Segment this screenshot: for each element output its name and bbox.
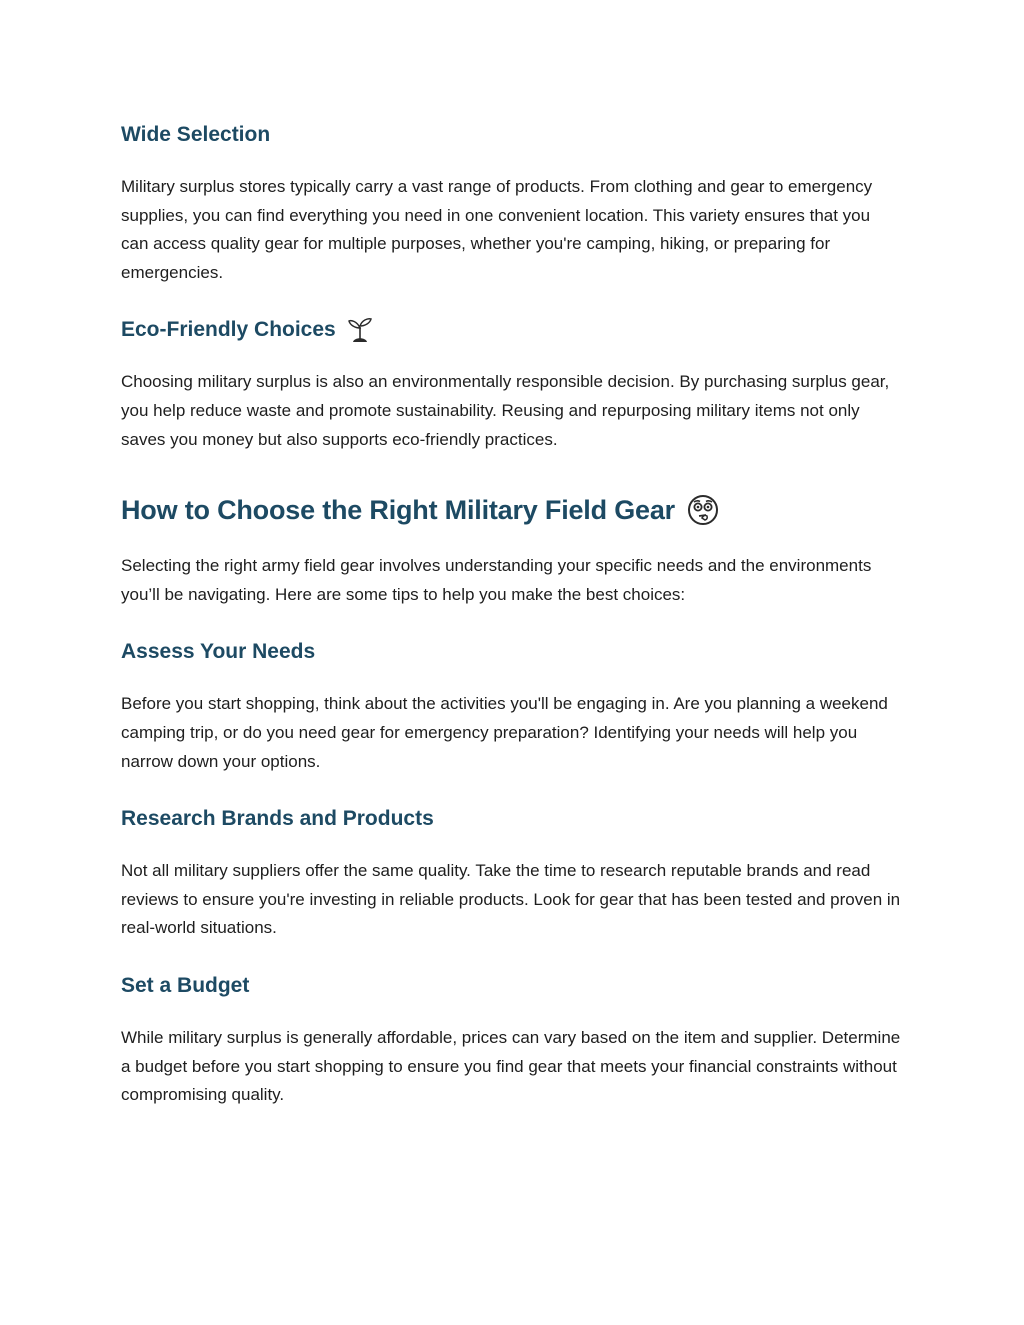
heading-how-to-choose-text: How to Choose the Right Military Field Gear	[121, 495, 675, 526]
heading-assess-your-needs	[121, 635, 901, 669]
heading-how-to-choose	[121, 490, 901, 530]
heading-set-a-budget-text: Set a Budget	[121, 973, 250, 997]
paragraph-wide-selection: Military surplus stores typically carry a vast range of products. From clothing and gear to emergency supplies, you can find everything you need in one convenient location. This variety ensures that you can access quality gear for multiple purposes, whether you're camping, hiking, or preparing for emergencies.	[121, 177, 873, 282]
paragraph-assess-your-needs: Before you start shopping, think about the activities you'll be engaging in. Are you planning a weekend camping trip, or do you need gear for emergency preparation? Identifying your needs will help you narrow down your options.	[121, 694, 888, 771]
heading-wide-selection-text: Wide Selection	[121, 123, 271, 146]
document-page	[121, 118, 901, 1110]
paragraph-how-to-choose: Selecting the right army field gear involves understanding your specific needs and the environments you’ll be navigating. Here are some tips to help you make the best choices:	[121, 556, 872, 604]
seedling-icon	[348, 317, 372, 343]
heading-research-brands-text: Research Brands and Products	[121, 807, 434, 831]
heading-research-brands	[121, 802, 901, 836]
heading-eco-friendly-choices	[121, 313, 901, 347]
paragraph-research-brands: Not all military suppliers offer the same quality. Take the time to research reputable brands and read reviews to ensure you're investing in reliable products. Look for gear that has been tested and proven in real-world situations.	[121, 861, 901, 938]
paragraph-set-a-budget: While military surplus is generally affordable, prices can vary based on the item and supplier. Determine a budget before you start shopping to ensure you find gear that meets your financial constraints without compromising quality.	[121, 1027, 901, 1105]
heading-eco-friendly-choices-text: Eco-Friendly Choices	[121, 318, 336, 342]
heading-set-a-budget	[121, 969, 901, 1003]
paragraph-eco-friendly-choices: Choosing military surplus is also an environmentally responsible decision. By purchasing surplus gear, you help reduce waste and promote sustainability. Reusing and repurposing military items not only saves you money but also supports eco-friendly practices.	[121, 372, 890, 449]
heading-wide-selection	[121, 118, 901, 152]
thinking-face-icon	[687, 494, 719, 526]
heading-assess-your-needs-text: Assess Your Needs	[121, 640, 316, 664]
